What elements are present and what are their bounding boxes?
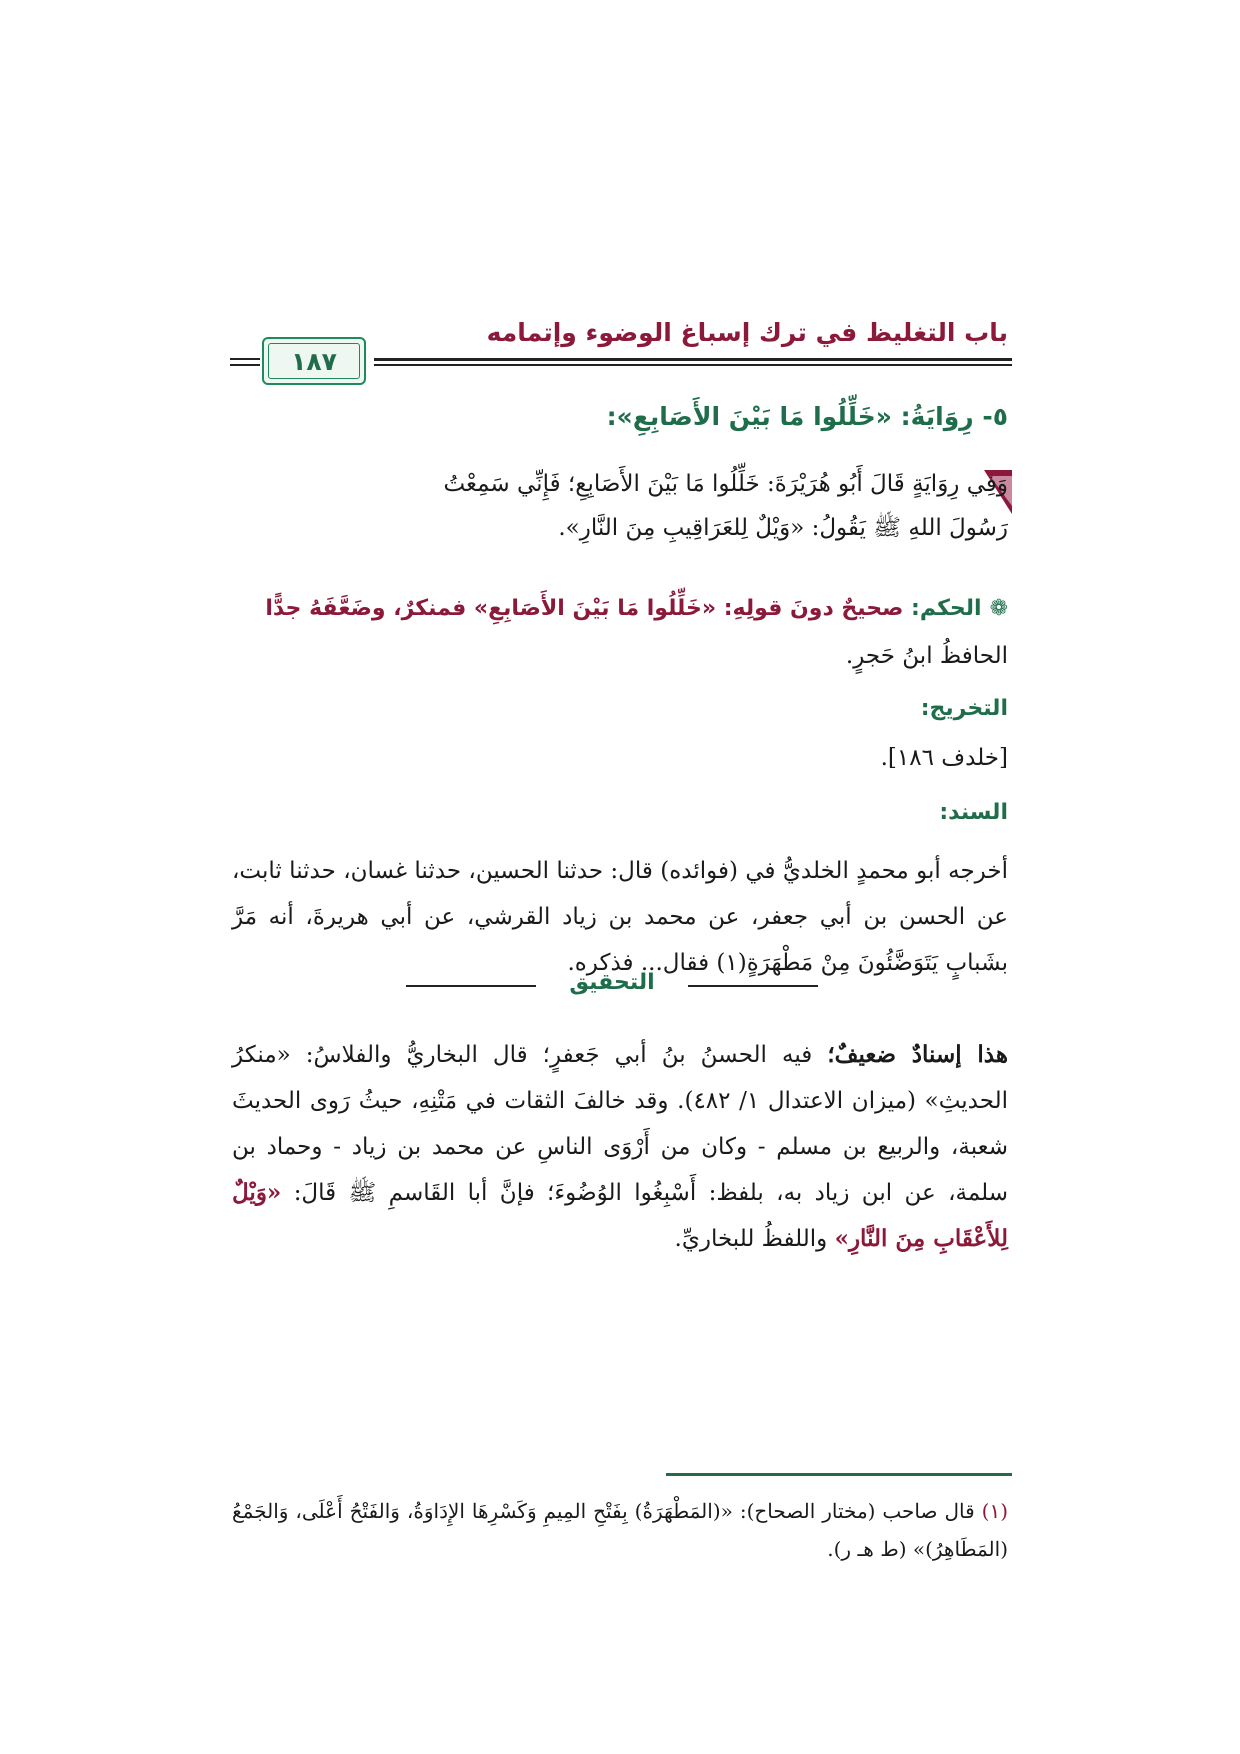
ruling-label: الحكم: [911,596,982,621]
page-number: ١٨٧ [291,346,337,376]
tahqiq-body [232,1032,1008,1262]
narration-line-2 [232,508,1008,548]
footnote-text: قال صاحب (مختار الصحاح): «(المَطْهَرَةُ) بِفَتْحِ المِيمِ وَكَسْرِهَا الإِدَاوَةُ، وَالفَتْحُ أَعْلَى، وَالجَمْعُ (المَطَاهِرُ)» (ط هـ ر). [232,1499,1008,1561]
running-header: باب التغليظ في ترك إسباغ الوضوء وإتمامه [486,318,1008,347]
tahqiq-lead: هذا إسنادٌ ضعيفٌ؛ [827,1041,1008,1068]
tahqiq-tail: واللفظُ للبخاريِّ. [674,1226,828,1252]
header-rule-left [230,358,260,360]
tahqiq-quote: «وَيْلٌ لِلأَعْقَابِ مِنَ النَّارِ» [232,1179,1008,1252]
ruling-continuation: الحافظُ ابنُ حَجرٍ. [845,643,1008,669]
footnote-number: (١) [981,1499,1008,1523]
header-rule-thin [374,364,1012,366]
sanad-text: أخرجه أبو محمدٍ الخلديُّ في (فوائده) قال: حدثنا الحسين، حدثنا غسان، حدثنا ثابت، عن الحسن بن أبي جعفر، عن محمد بن زياد القرشي، عن أبي هريرةَ، أنه مَرَّ بشَبابٍ يَتَوَضَّئُونَ مِنْ مَطْهَرَةٍ(١) فقال... فذكره. [232,858,1008,976]
tahqiq-divider [406,970,818,1002]
ruling [232,596,1008,621]
sanad-paragraph [232,848,1008,986]
page-number-badge [262,337,366,385]
takhrij-text: [خلدف ١٨٦]. [880,745,1008,771]
takhrij-heading: التخريج: [920,696,1008,721]
divider-line-left [406,985,536,987]
header-rule [374,358,1012,361]
tahqiq-paragraph [232,1032,1008,1262]
tahqiq-text: فيه الحسنُ بنُ أبي جَعفرٍ؛ قال البخاريُّ والفلاسُ: «منكرُ الحديثِ» (ميزان الاعتدال ١/ ٤٨٢). وقد خالفَ الثقات في مَتْنِهِ، حيثُ رَوى الحديثَ شعبة، والربيع بن مسلم - وكان من أَرْوَى الناسِ عن محمد بن زياد - وحماد بن سلمة، عن ابن زياد به، بلفظ: أَسْبِغُوا الوُضُوءَ؛ فإنَّ أبا القَاسمِ ﷺ قَالَ: [232,1042,1009,1206]
narration-line-2-text: رَسُولَ اللهِ ﷺ يَقُولُ: «وَيْلٌ لِلعَرَاقِيبِ مِنَ النَّارِ». [558,515,1008,541]
tahqiq-heading: التحقيق [569,970,655,995]
flower-ornament-icon: ❁ [989,596,1008,621]
header-rule-left-thin [230,364,260,366]
ruling-text: صحيحٌ دونَ قولِهِ: «خَلِّلُوا مَا بَيْنَ الأَصَابِعِ» فمنكرٌ، وضَعَّفَهُ جدًّا [265,596,904,621]
sanad-heading: السند: [939,800,1008,825]
section-title: ٥- رِوَايَةُ: «خَلِّلُوا مَا بَيْنَ الأَصَابِعِ»: [606,402,1008,431]
footnote-rule [666,1473,1012,1476]
narration-line-1: وَفِي رِوَايَةٍ قَالَ أَبُو هُرَيْرَةَ: خَلِّلُوا مَا بَيْنَ الأَصَابِعِ؛ فَإِنِّي سَمِعْتُ [443,471,1008,497]
footnote [232,1492,1008,1568]
